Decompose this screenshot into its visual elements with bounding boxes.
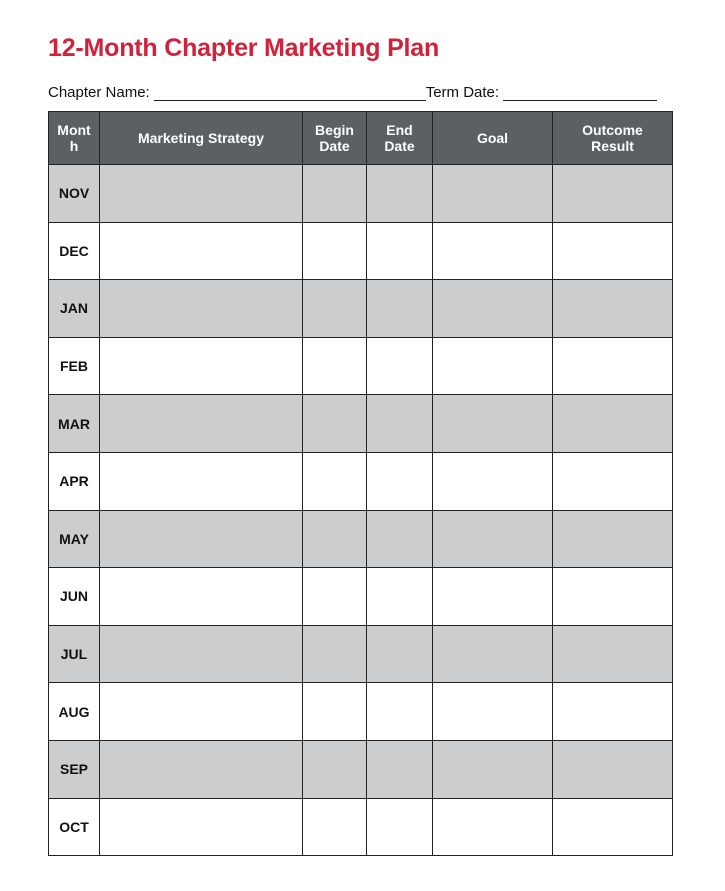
- end-date-cell[interactable]: [367, 452, 433, 510]
- table-row: [49, 683, 673, 741]
- goal-cell[interactable]: [433, 510, 553, 568]
- begin-date-cell[interactable]: [303, 510, 367, 568]
- strategy-cell[interactable]: [100, 568, 303, 626]
- month-cell: NOV: [49, 165, 100, 223]
- outcome-cell[interactable]: [553, 740, 673, 798]
- strategy-cell[interactable]: [100, 798, 303, 856]
- end-date-cell[interactable]: [367, 165, 433, 223]
- strategy-cell[interactable]: [100, 337, 303, 395]
- goal-cell[interactable]: [433, 798, 553, 856]
- end-date-cell[interactable]: [367, 510, 433, 568]
- begin-date-cell[interactable]: [303, 395, 367, 453]
- chapter-name-label: Chapter Name:: [48, 84, 150, 101]
- goal-cell[interactable]: [433, 222, 553, 280]
- goal-cell[interactable]: [433, 568, 553, 626]
- header-goal: Goal: [433, 112, 553, 165]
- strategy-cell[interactable]: [100, 740, 303, 798]
- outcome-cell[interactable]: [553, 568, 673, 626]
- end-date-cell[interactable]: [367, 568, 433, 626]
- strategy-cell[interactable]: [100, 683, 303, 741]
- header-begin-date: Begin Date: [303, 112, 367, 165]
- begin-date-cell[interactable]: [303, 337, 367, 395]
- begin-date-cell[interactable]: [303, 798, 367, 856]
- outcome-cell[interactable]: [553, 510, 673, 568]
- month-cell: SEP: [49, 740, 100, 798]
- goal-cell[interactable]: [433, 452, 553, 510]
- goal-cell[interactable]: [433, 683, 553, 741]
- end-date-cell[interactable]: [367, 798, 433, 856]
- table-row: [49, 395, 673, 453]
- page-title: 12-Month Chapter Marketing Plan: [48, 34, 440, 62]
- end-date-cell[interactable]: [367, 395, 433, 453]
- outcome-cell[interactable]: [553, 798, 673, 856]
- table-row: [49, 740, 673, 798]
- begin-date-cell[interactable]: [303, 740, 367, 798]
- strategy-cell[interactable]: [100, 165, 303, 223]
- end-date-cell[interactable]: [367, 740, 433, 798]
- header-outcome-result: Outcome Result: [553, 112, 673, 165]
- table-row: [49, 510, 673, 568]
- end-date-cell[interactable]: [367, 683, 433, 741]
- outcome-cell[interactable]: [553, 280, 673, 338]
- outcome-cell[interactable]: [553, 625, 673, 683]
- outcome-cell[interactable]: [553, 395, 673, 453]
- month-cell: JUL: [49, 625, 100, 683]
- table-row: [49, 625, 673, 683]
- marketing-plan-table: [48, 111, 673, 856]
- end-date-cell[interactable]: [367, 280, 433, 338]
- outcome-cell[interactable]: [553, 222, 673, 280]
- strategy-cell[interactable]: [100, 625, 303, 683]
- goal-cell[interactable]: [433, 337, 553, 395]
- term-date-label: Term Date:: [425, 84, 500, 101]
- strategy-cell[interactable]: [100, 452, 303, 510]
- begin-date-cell[interactable]: [303, 280, 367, 338]
- end-date-cell[interactable]: [367, 222, 433, 280]
- goal-cell[interactable]: [433, 165, 553, 223]
- chapter-name-field[interactable]: [154, 86, 426, 101]
- goal-cell[interactable]: [433, 740, 553, 798]
- table-row: [49, 165, 673, 223]
- end-date-cell[interactable]: [367, 625, 433, 683]
- month-cell: JUN: [49, 568, 100, 626]
- month-cell: MAR: [49, 395, 100, 453]
- outcome-cell[interactable]: [553, 337, 673, 395]
- outcome-cell[interactable]: [553, 683, 673, 741]
- month-cell: FEB: [49, 337, 100, 395]
- strategy-cell[interactable]: [100, 510, 303, 568]
- begin-date-cell[interactable]: [303, 222, 367, 280]
- header-marketing-strategy: Marketing Strategy: [100, 112, 303, 165]
- begin-date-cell[interactable]: [303, 625, 367, 683]
- table-row: [49, 798, 673, 856]
- header-month: Mont h: [49, 112, 100, 165]
- month-cell: MAY: [49, 510, 100, 568]
- table-row: [49, 280, 673, 338]
- begin-date-cell[interactable]: [303, 683, 367, 741]
- term-date-field[interactable]: [503, 86, 657, 101]
- table-row: [49, 222, 673, 280]
- header-end-date: End Date: [367, 112, 433, 165]
- outcome-cell[interactable]: [553, 165, 673, 223]
- month-cell: DEC: [49, 222, 100, 280]
- begin-date-cell[interactable]: [303, 165, 367, 223]
- outcome-cell[interactable]: [553, 452, 673, 510]
- month-cell: AUG: [49, 683, 100, 741]
- end-date-cell[interactable]: [367, 337, 433, 395]
- month-cell: OCT: [49, 798, 100, 856]
- table-header-row: [49, 112, 673, 165]
- strategy-cell[interactable]: [100, 395, 303, 453]
- table-row: [49, 568, 673, 626]
- goal-cell[interactable]: [433, 625, 553, 683]
- header-fields: [48, 81, 668, 101]
- table-row: [49, 452, 673, 510]
- table-row: [49, 337, 673, 395]
- strategy-cell[interactable]: [100, 280, 303, 338]
- strategy-cell[interactable]: [100, 222, 303, 280]
- goal-cell[interactable]: [433, 395, 553, 453]
- month-cell: APR: [49, 452, 100, 510]
- begin-date-cell[interactable]: [303, 452, 367, 510]
- month-cell: JAN: [49, 280, 100, 338]
- table-body: [49, 165, 673, 856]
- begin-date-cell[interactable]: [303, 568, 367, 626]
- goal-cell[interactable]: [433, 280, 553, 338]
